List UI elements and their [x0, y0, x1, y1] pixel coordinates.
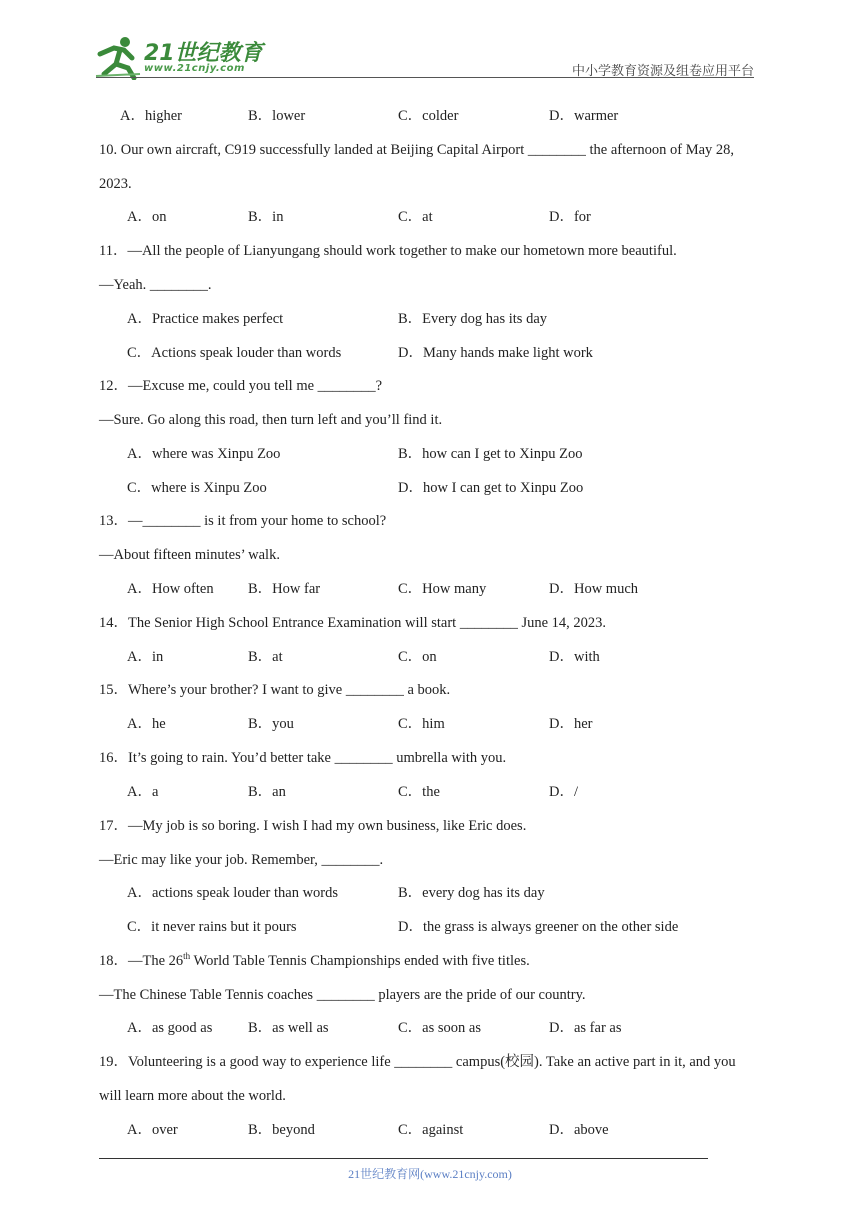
q18-stem-prefix: 18．—The 26 — [99, 953, 184, 969]
q9-option-c[interactable]: C．colder — [398, 108, 459, 124]
q14-option-c[interactable]: C．on — [398, 649, 437, 665]
q10-stem-line1: 10. Our own aircraft, C919 successfully landed at Beijing Capital Airport ________ the afternoon of May 28, — [99, 142, 735, 158]
q18-option-d[interactable]: D．as far as — [549, 1020, 622, 1036]
q9-option-a[interactable]: A．higher — [120, 108, 183, 124]
q12-option-c[interactable]: C．where is Xinpu Zoo — [127, 480, 267, 496]
q16-option-b[interactable]: B．an — [248, 784, 286, 800]
q11-option-b[interactable]: B．Every dog has its day — [398, 311, 548, 327]
q19-stem-line1: 19．Volunteering is a good way to experience life ________ campus(校园). Take an active part in it, and you — [99, 1054, 736, 1070]
q16-stem-line1: 16．It’s going to rain. You’d better take ________ umbrella with you. — [99, 750, 507, 766]
q16-option-a[interactable]: A．a — [127, 784, 159, 800]
logo-text: 21世纪教育 — [144, 41, 263, 66]
q13-option-a[interactable]: A．How often — [127, 581, 214, 597]
q18-option-b[interactable]: B．as well as — [248, 1020, 329, 1036]
q11-option-d[interactable]: D．Many hands make light work — [398, 345, 593, 361]
q18-option-a[interactable]: A．as good as — [127, 1020, 213, 1036]
site-logo — [94, 34, 264, 80]
q14-option-b[interactable]: B．at — [248, 649, 283, 665]
q11-option-c[interactable]: C．Actions speak louder than words — [127, 345, 342, 361]
q18-options — [127, 1020, 820, 1036]
q19-option-d[interactable]: D．above — [549, 1122, 609, 1138]
q18-stem-suffix: World Table Tennis Championships ended with five titles. — [190, 953, 530, 969]
q10-option-d[interactable]: D．for — [549, 209, 591, 225]
q17-options-row1 — [127, 885, 820, 901]
footer-divider — [99, 1158, 708, 1159]
q15-option-d[interactable]: D．her — [549, 716, 593, 732]
q17-option-a[interactable]: A．actions speak louder than words — [127, 885, 339, 901]
q17-option-b[interactable]: B．every dog has its day — [398, 885, 545, 901]
q12-options-row2 — [127, 480, 820, 496]
q9-options — [120, 108, 820, 124]
q13-option-d[interactable]: D．How much — [549, 581, 639, 597]
q15-stem-line1: 15．Where’s your brother? I want to give ________ a book. — [99, 682, 451, 698]
q9-option-b[interactable]: B．lower — [248, 108, 306, 124]
q17-stem-line1: 17．—My job is so boring. I wish I had my own business, like Eric does. — [99, 818, 527, 834]
q10-option-a[interactable]: A．on — [127, 209, 167, 225]
header-divider — [96, 77, 754, 78]
logo-url: www.21cnjy.com — [144, 63, 245, 74]
q15-options — [127, 716, 820, 732]
q10-options — [127, 209, 820, 225]
q12-stem-line2: —Sure. Go along this road, then turn left and you’ll find it. — [99, 412, 443, 428]
q19-option-c[interactable]: C．against — [398, 1122, 464, 1138]
q13-options — [127, 581, 820, 597]
q12-option-d[interactable]: D．how I can get to Xinpu Zoo — [398, 480, 584, 496]
q10-stem-line2: 2023. — [99, 176, 132, 192]
q13-stem-line1: 13．—________ is it from your home to school? — [99, 513, 387, 529]
q19-option-b[interactable]: B．beyond — [248, 1122, 315, 1138]
q12-option-b[interactable]: B．how can I get to Xinpu Zoo — [398, 446, 583, 462]
q14-option-d[interactable]: D．with — [549, 649, 600, 665]
q10-option-c[interactable]: C．at — [398, 209, 433, 225]
q12-options-row1 — [127, 446, 820, 462]
q17-option-d[interactable]: D．the grass is always greener on the other side — [398, 919, 679, 935]
q17-option-c[interactable]: C．it never rains but it pours — [127, 919, 297, 935]
q16-option-c[interactable]: C．the — [398, 784, 440, 800]
q12-option-a[interactable]: A．where was Xinpu Zoo — [127, 446, 281, 462]
q18-option-c[interactable]: C．as soon as — [398, 1020, 481, 1036]
q19-stem-line2: will learn more about the world. — [99, 1088, 286, 1104]
q15-option-b[interactable]: B．you — [248, 716, 294, 732]
q16-option-d[interactable]: D．/ — [549, 784, 578, 800]
q11-options-row2 — [127, 345, 820, 361]
q17-options-row2 — [127, 919, 820, 935]
q14-option-a[interactable]: A．in — [127, 649, 164, 665]
q16-options — [127, 784, 820, 800]
q13-option-b[interactable]: B．How far — [248, 581, 321, 597]
q18-stem-line1 — [99, 953, 765, 969]
q18-stem-superscript: th — [183, 951, 191, 962]
header-title: 中小学教育资源及组卷应用平台 — [571, 63, 754, 78]
q17-stem-line2: —Eric may like your job. Remember, ________. — [99, 852, 384, 868]
q12-stem-line1: 12．—Excuse me, could you tell me ________? — [99, 378, 383, 394]
q14-options — [127, 649, 820, 665]
q18-stem-line2: —The Chinese Table Tennis coaches ________ players are the pride of our country. — [99, 987, 586, 1003]
q11-stem-line2: —Yeah. ________. — [99, 277, 212, 293]
q11-stem-line1: 11．—All the people of Lianyungang should work together to make our hometown more beautiful. — [99, 243, 677, 259]
runner-logo-icon — [94, 34, 142, 80]
q10-option-b[interactable]: B．in — [248, 209, 284, 225]
q11-option-a[interactable]: A．Practice makes perfect — [127, 311, 284, 327]
q19-option-a[interactable]: A．over — [127, 1122, 178, 1138]
q15-option-c[interactable]: C．him — [398, 716, 445, 732]
q15-option-a[interactable]: A．he — [127, 716, 166, 732]
q19-options — [127, 1122, 820, 1138]
q13-option-c[interactable]: C．How many — [398, 581, 487, 597]
q9-option-d[interactable]: D．warmer — [549, 108, 619, 124]
q14-stem-line1: 14．The Senior High School Entrance Examination will start ________ June 14, 2023. — [99, 615, 607, 631]
q11-options-row1 — [127, 311, 820, 327]
footer-link[interactable]: 21世纪教育网(www.21cnjy.com) — [348, 1167, 512, 1181]
q13-stem-line2: —About fifteen minutes’ walk. — [99, 547, 280, 563]
